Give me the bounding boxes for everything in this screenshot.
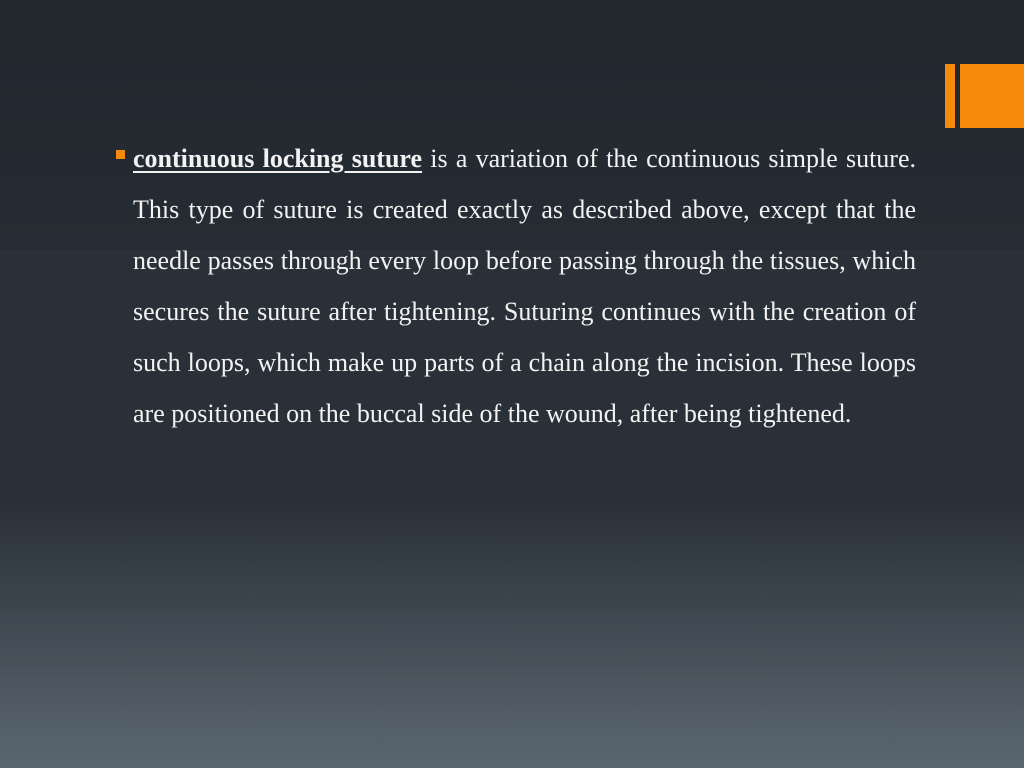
bullet-text: is a variation of the continuous simple suture. This type of suture is created exactly as described above, except that the needle passes through every loop before passing through the tissues, which secures the suture after tightening. Suturing continues with the creation of such loops, which make up parts of a chain along the incision. These loops are positioned on the buccal side of the wound, after being tightened. — [133, 144, 917, 428]
bullet-square-icon — [116, 150, 125, 159]
accent-bar-thin — [945, 64, 955, 128]
slide-content — [116, 133, 916, 439]
bullet-paragraph — [133, 133, 916, 439]
bullet-term: continuous locking suture — [133, 144, 423, 173]
accent-bar-thick — [960, 64, 1024, 128]
bullet-item — [116, 133, 916, 439]
